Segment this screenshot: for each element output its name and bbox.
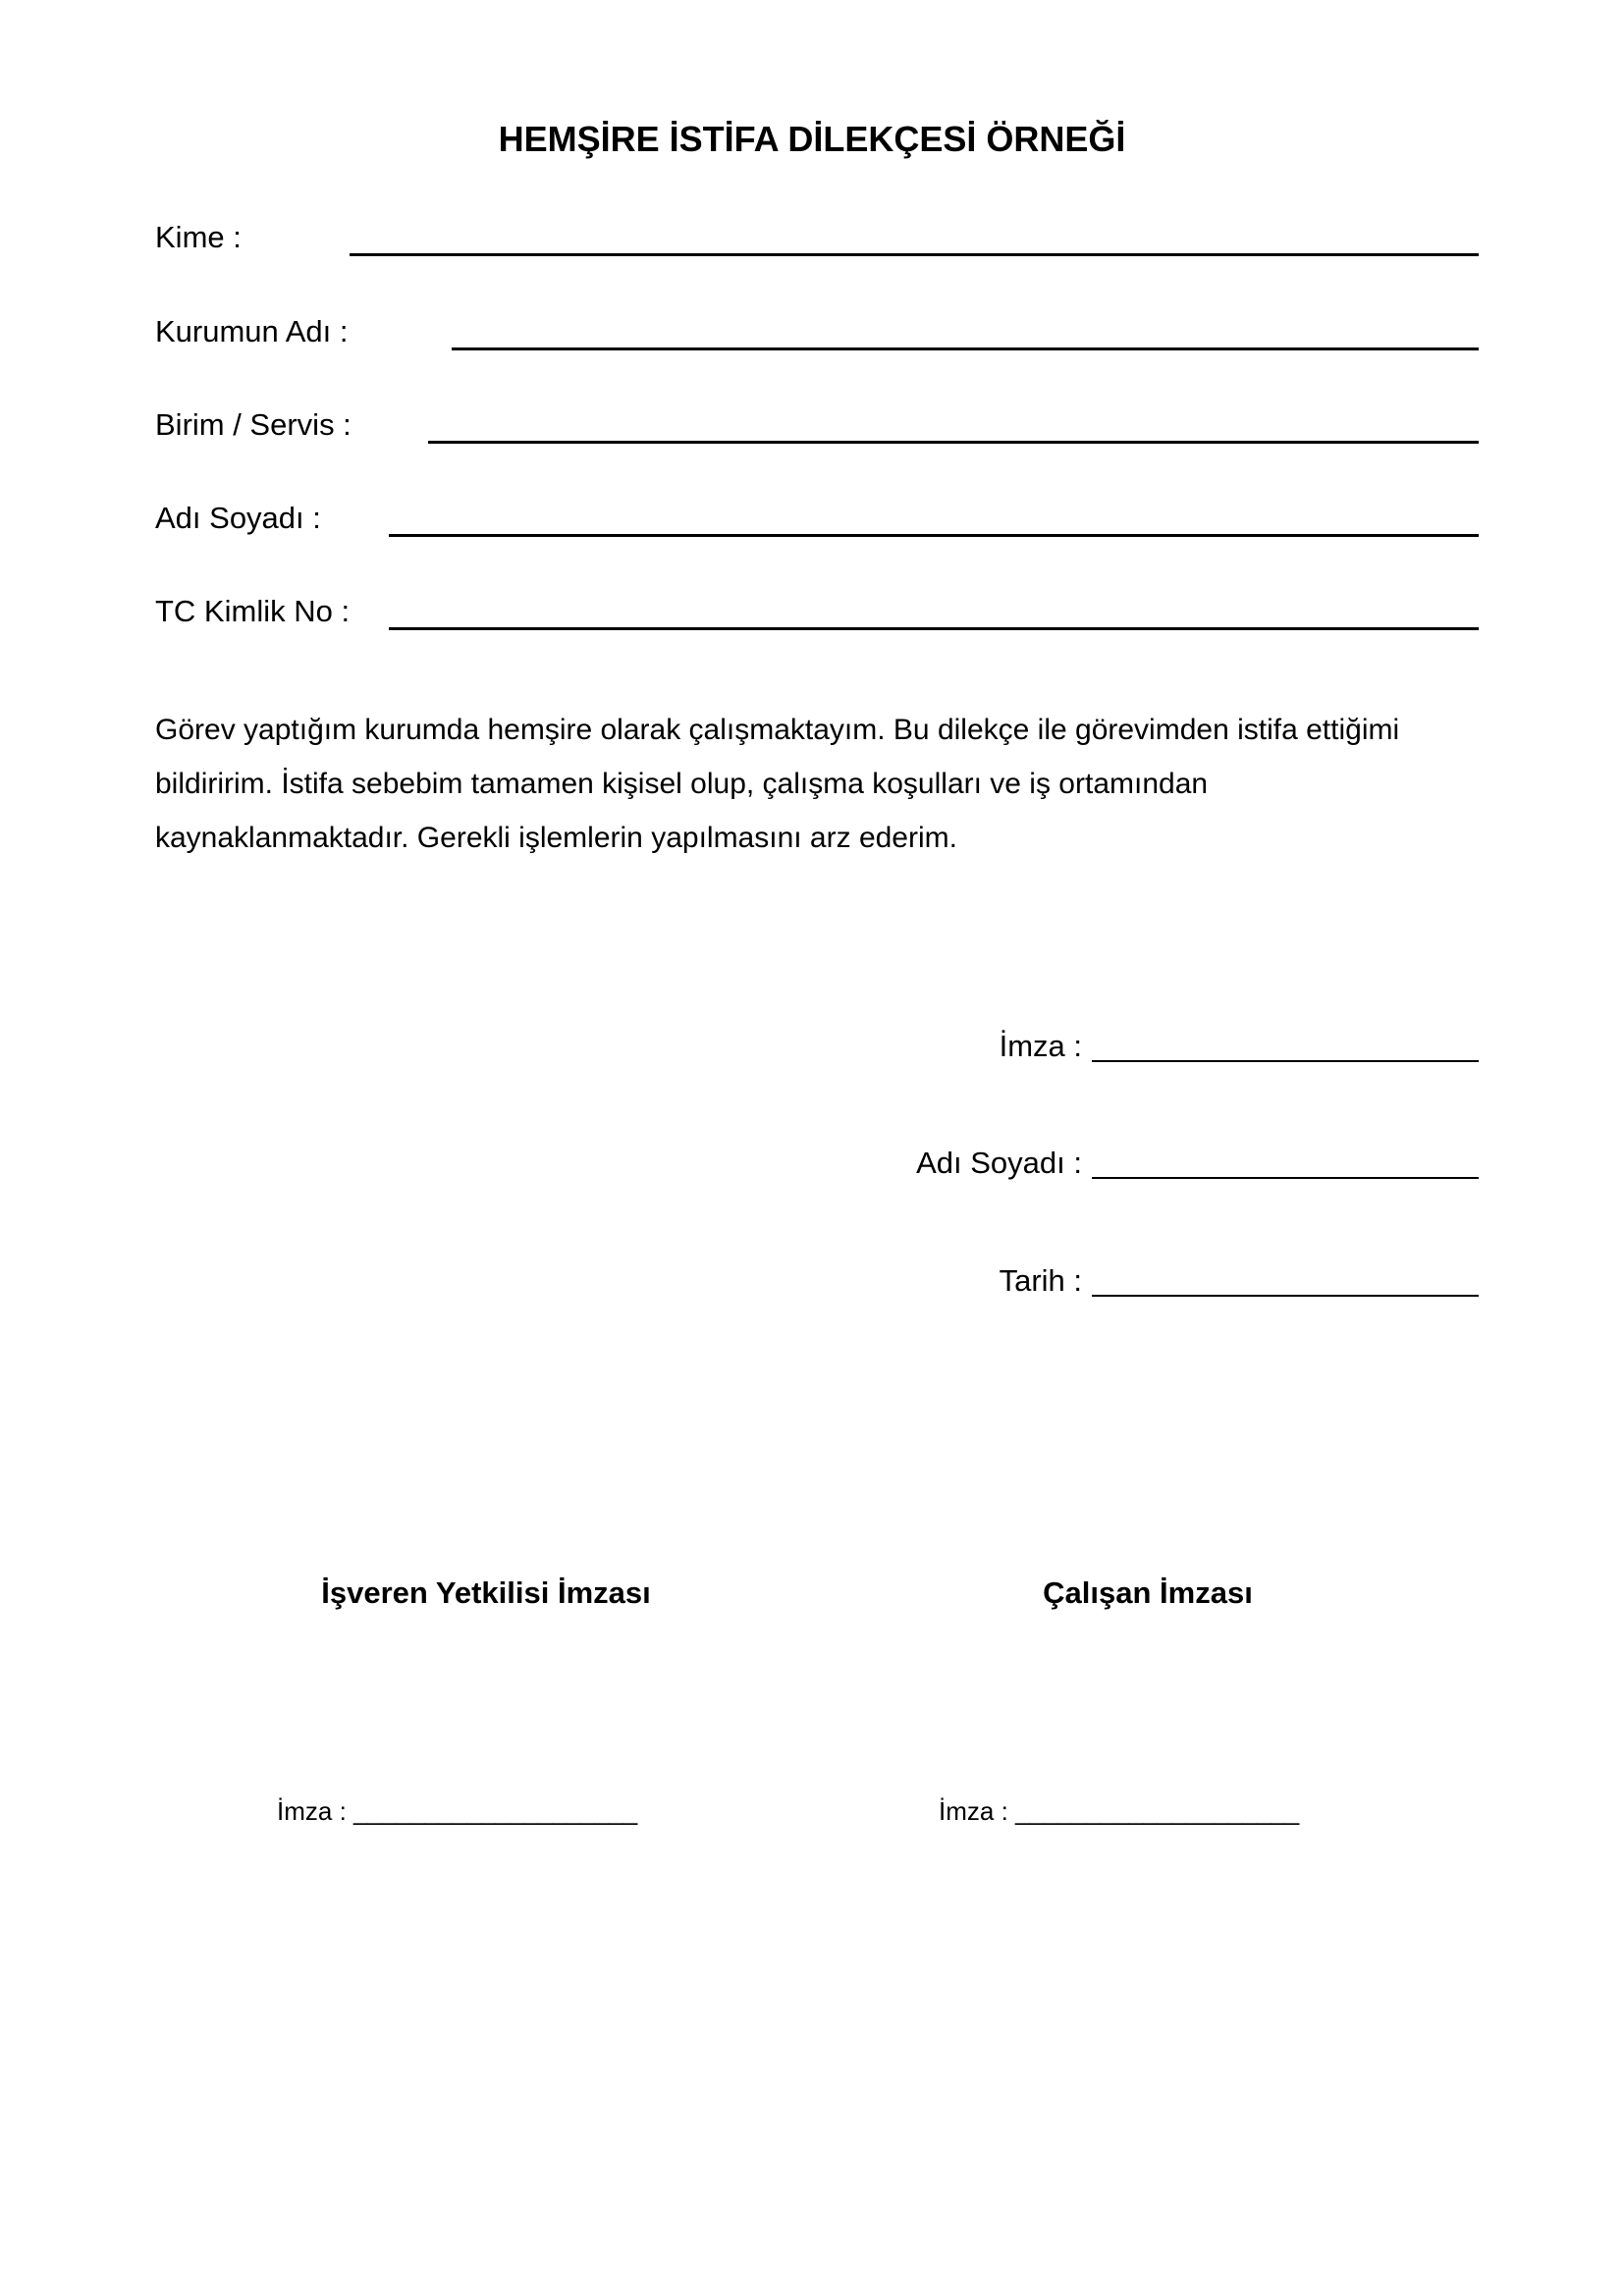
field-label-kime: Kime : <box>155 220 242 254</box>
field-label-adi-soyadi: Adı Soyadı : <box>155 501 321 535</box>
petition-body-line: kaynaklanmaktadır. Gerekli işlemlerin yapılmasını arz ederim. <box>155 822 957 854</box>
field-line-adi-soyadi[interactable] <box>389 534 1479 537</box>
employee-signature-field[interactable] <box>939 1794 1299 1828</box>
employee-signature-line: ____________________ <box>1015 1796 1300 1826</box>
signature-line[interactable] <box>1092 1060 1479 1062</box>
petition-body-line: Görev yaptığım kurumda hemşire olarak çalışmaktayım. Bu dilekçe ile görevimden istifa ettiğimi <box>155 714 1400 746</box>
employer-signature-line: ____________________ <box>353 1796 638 1826</box>
signer-name-line[interactable] <box>1092 1177 1479 1179</box>
employer-signature-label: İmza : <box>277 1796 347 1826</box>
field-line-tc-kimlik[interactable] <box>389 627 1479 630</box>
petition-body-line: bildiririm. İstifa sebebim tamamen kişisel olup, çalışma koşulları ve iş ortamından <box>155 768 1209 800</box>
employee-signature-heading: Çalışan İmzası <box>1043 1575 1253 1610</box>
document-title: HEMŞİRE İSTİFA DİLEKÇESİ ÖRNEĞİ <box>498 119 1126 159</box>
field-label-birim-servis: Birim / Servis : <box>155 407 352 442</box>
field-label-kurum-adi: Kurumun Adı : <box>155 314 349 348</box>
employer-signature-heading: İşveren Yetkilisi İmzası <box>321 1575 651 1610</box>
signature-label: İmza : <box>999 1029 1082 1063</box>
signer-name-label: Adı Soyadı : <box>916 1146 1082 1180</box>
petition-body <box>155 703 1490 865</box>
date-line[interactable] <box>1092 1295 1479 1297</box>
date-label: Tarih : <box>999 1263 1082 1298</box>
field-label-tc-kimlik: TC Kimlik No : <box>155 594 351 628</box>
employer-signature-field[interactable] <box>277 1794 637 1828</box>
employee-signature-label: İmza : <box>939 1796 1008 1826</box>
field-line-birim-servis[interactable] <box>428 441 1479 444</box>
field-line-kime[interactable] <box>350 253 1479 256</box>
field-line-kurum-adi[interactable] <box>452 347 1479 350</box>
